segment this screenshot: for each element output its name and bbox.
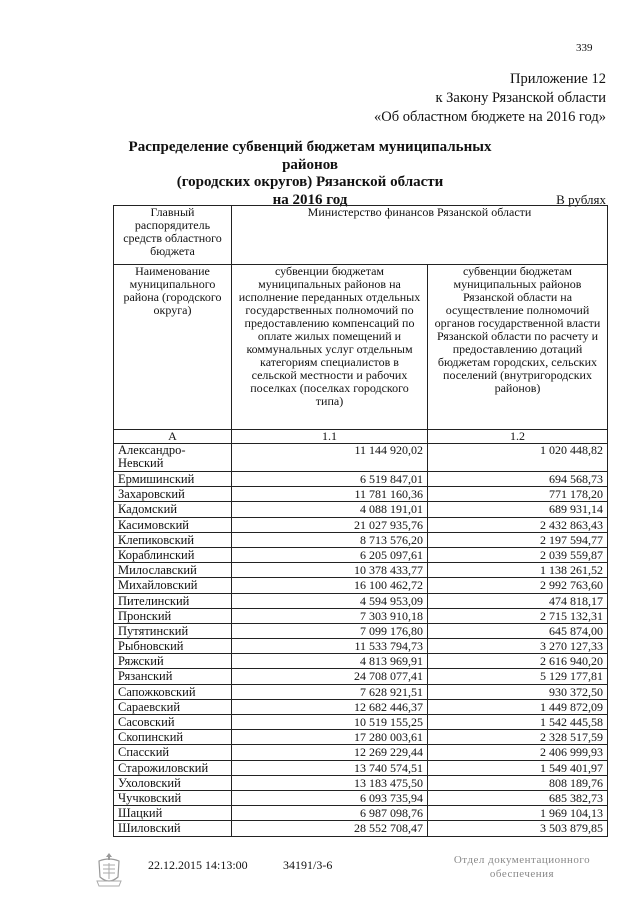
table-row xyxy=(114,578,608,593)
header-col1-description: субвенции бюджетам муниципальных районов на исполнение переданных отдельных государственных полномочий по предоставлению компенсаций по оплате жилых помещений и коммунальных услуг отдельным категориям специалистов в сельской местности и рабочих поселках (поселках городского типа) xyxy=(232,265,428,430)
value-col1: 7 099 176,80 xyxy=(232,623,428,638)
district-name: Пронский xyxy=(114,608,232,623)
value-col1: 6 205 097,61 xyxy=(232,547,428,562)
district-name: Захаровский xyxy=(114,487,232,502)
table-row xyxy=(114,760,608,775)
value-col1: 11 144 920,02 xyxy=(232,444,428,472)
value-col2: 808 189,76 xyxy=(428,775,608,790)
table-row xyxy=(114,745,608,760)
header-ministry: Министерство финансов Рязанской области xyxy=(232,206,608,265)
district-name: Сасовский xyxy=(114,715,232,730)
header-row-admin xyxy=(114,206,608,265)
value-col1: 7 303 910,18 xyxy=(232,608,428,623)
value-col2: 3 503 879,85 xyxy=(428,821,608,836)
value-col1: 6 987 098,76 xyxy=(232,806,428,821)
col-code-2: 1.2 xyxy=(428,430,608,444)
value-col2: 1 549 401,97 xyxy=(428,760,608,775)
value-col2: 1 969 104,13 xyxy=(428,806,608,821)
coat-of-arms-icon xyxy=(94,851,124,889)
value-col2: 685 382,73 xyxy=(428,790,608,805)
value-col1: 8 713 576,20 xyxy=(232,532,428,547)
district-name: Александро-Невский xyxy=(114,444,232,472)
table-row xyxy=(114,547,608,562)
district-name: Рыбновский xyxy=(114,639,232,654)
header-row-columns xyxy=(114,265,608,430)
value-col2: 2 616 940,20 xyxy=(428,654,608,669)
value-col1: 11 533 794,73 xyxy=(232,639,428,654)
table-row xyxy=(114,730,608,745)
table-row xyxy=(114,623,608,638)
table-row xyxy=(114,608,608,623)
value-col2: 2 406 999,93 xyxy=(428,745,608,760)
district-name: Чучковский xyxy=(114,790,232,805)
title-line-1: Распределение субвенций бюджетам муниципальных районов xyxy=(128,139,492,173)
district-name: Рязанский xyxy=(114,669,232,684)
district-name: Спасский xyxy=(114,745,232,760)
value-col2: 689 931,14 xyxy=(428,502,608,517)
value-col1: 13 740 574,51 xyxy=(232,760,428,775)
document-title xyxy=(110,139,510,209)
value-col2: 474 818,17 xyxy=(428,593,608,608)
value-col2: 930 372,50 xyxy=(428,684,608,699)
district-name: Михайловский xyxy=(114,578,232,593)
district-name: Касимовский xyxy=(114,517,232,532)
district-name: Сапожковский xyxy=(114,684,232,699)
subvention-table xyxy=(113,205,608,837)
col-code-1: 1.1 xyxy=(232,430,428,444)
value-col1: 21 027 935,76 xyxy=(232,517,428,532)
value-col2: 2 197 594,77 xyxy=(428,532,608,547)
value-col1: 28 552 708,47 xyxy=(232,821,428,836)
table-row xyxy=(114,821,608,836)
district-name: Шиловский xyxy=(114,821,232,836)
appendix-heading xyxy=(374,70,606,127)
value-col2: 2 039 559,87 xyxy=(428,547,608,562)
footer-date: 22.12.2015 14:13:00 xyxy=(148,858,248,872)
district-name: Старожиловский xyxy=(114,760,232,775)
value-col2: 1 020 448,82 xyxy=(428,444,608,472)
district-name: Клепиковский xyxy=(114,532,232,547)
value-col1: 11 781 160,36 xyxy=(232,487,428,502)
value-col1: 4 088 191,01 xyxy=(232,502,428,517)
value-col1: 12 682 446,37 xyxy=(232,699,428,714)
value-col2: 1 449 872,09 xyxy=(428,699,608,714)
table-row xyxy=(114,790,608,805)
appendix-line-2: к Закону Рязанской области xyxy=(435,90,606,106)
table-row xyxy=(114,669,608,684)
district-name: Пителинский xyxy=(114,593,232,608)
value-col2: 5 129 177,81 xyxy=(428,669,608,684)
document-stamp xyxy=(447,853,597,881)
value-col1: 24 708 077,41 xyxy=(232,669,428,684)
district-name: Кадомский xyxy=(114,502,232,517)
header-admin-label: Главный распорядитель средств областного бюджета xyxy=(114,206,232,265)
table-row xyxy=(114,517,608,532)
value-col1: 12 269 229,44 xyxy=(232,745,428,760)
value-col1: 4 594 953,09 xyxy=(232,593,428,608)
table-row xyxy=(114,684,608,699)
value-col1: 7 628 921,51 xyxy=(232,684,428,699)
table-row xyxy=(114,502,608,517)
district-name: Милославский xyxy=(114,563,232,578)
header-name-label: Наименование муниципального района (городского округа) xyxy=(114,265,232,430)
table-row xyxy=(114,699,608,714)
value-col1: 10 519 155,25 xyxy=(232,715,428,730)
table-row xyxy=(114,775,608,790)
value-col1: 16 100 462,72 xyxy=(232,578,428,593)
value-col2: 645 874,00 xyxy=(428,623,608,638)
district-name: Ермишинский xyxy=(114,472,232,487)
value-col2: 2 715 132,31 xyxy=(428,608,608,623)
table-row xyxy=(114,639,608,654)
district-name: Сараевский xyxy=(114,699,232,714)
appendix-line-1: Приложение 12 xyxy=(510,71,606,87)
header-col2-description: субвенции бюджетам муниципальных районов Рязанской области на осуществление полномочий органов государственной власти Рязанской области по расчету и предоставлению дотаций бюджетам городских, сельских поселений (внутригородских районов) xyxy=(428,265,608,430)
district-name: Путятинский xyxy=(114,623,232,638)
value-col1: 6 519 847,01 xyxy=(232,472,428,487)
value-col2: 771 178,20 xyxy=(428,487,608,502)
units-label: В рублях xyxy=(556,192,606,207)
table-row xyxy=(114,487,608,502)
value-col2: 2 432 863,43 xyxy=(428,517,608,532)
value-col2: 694 568,73 xyxy=(428,472,608,487)
col-code-a: А xyxy=(114,430,232,444)
district-name: Шацкий xyxy=(114,806,232,821)
table-row xyxy=(114,593,608,608)
page-number: 339 xyxy=(576,42,593,54)
district-name: Ухоловский xyxy=(114,775,232,790)
appendix-line-3: «Об областном бюджете на 2016 год» xyxy=(374,109,606,125)
value-col1: 13 183 475,50 xyxy=(232,775,428,790)
value-col2: 2 992 763,60 xyxy=(428,578,608,593)
value-col2: 3 270 127,33 xyxy=(428,639,608,654)
value-col2: 1 138 261,52 xyxy=(428,563,608,578)
value-col2: 2 328 517,59 xyxy=(428,730,608,745)
value-col1: 10 378 433,77 xyxy=(232,563,428,578)
stamp-line-2: обеспечения xyxy=(489,868,555,880)
value-col2: 1 542 445,58 xyxy=(428,715,608,730)
table-row xyxy=(114,806,608,821)
table-row xyxy=(114,654,608,669)
value-col1: 4 813 969,91 xyxy=(232,654,428,669)
header-row-codes xyxy=(114,430,608,444)
table-row xyxy=(114,532,608,547)
stamp-line-1: Отдел документационного xyxy=(453,854,591,866)
table-row xyxy=(114,444,608,472)
value-col1: 17 280 003,61 xyxy=(232,730,428,745)
district-name: Ряжский xyxy=(114,654,232,669)
table-row xyxy=(114,563,608,578)
table-row xyxy=(114,715,608,730)
table-row xyxy=(114,472,608,487)
title-line-3: на 2016 год xyxy=(272,191,348,208)
district-name: Скопинский xyxy=(114,730,232,745)
value-col1: 6 093 735,94 xyxy=(232,790,428,805)
footer-code: 34191/3-6 xyxy=(283,858,333,872)
district-name: Кораблинский xyxy=(114,547,232,562)
title-line-2: (городских округов) Рязанской области xyxy=(176,174,444,190)
